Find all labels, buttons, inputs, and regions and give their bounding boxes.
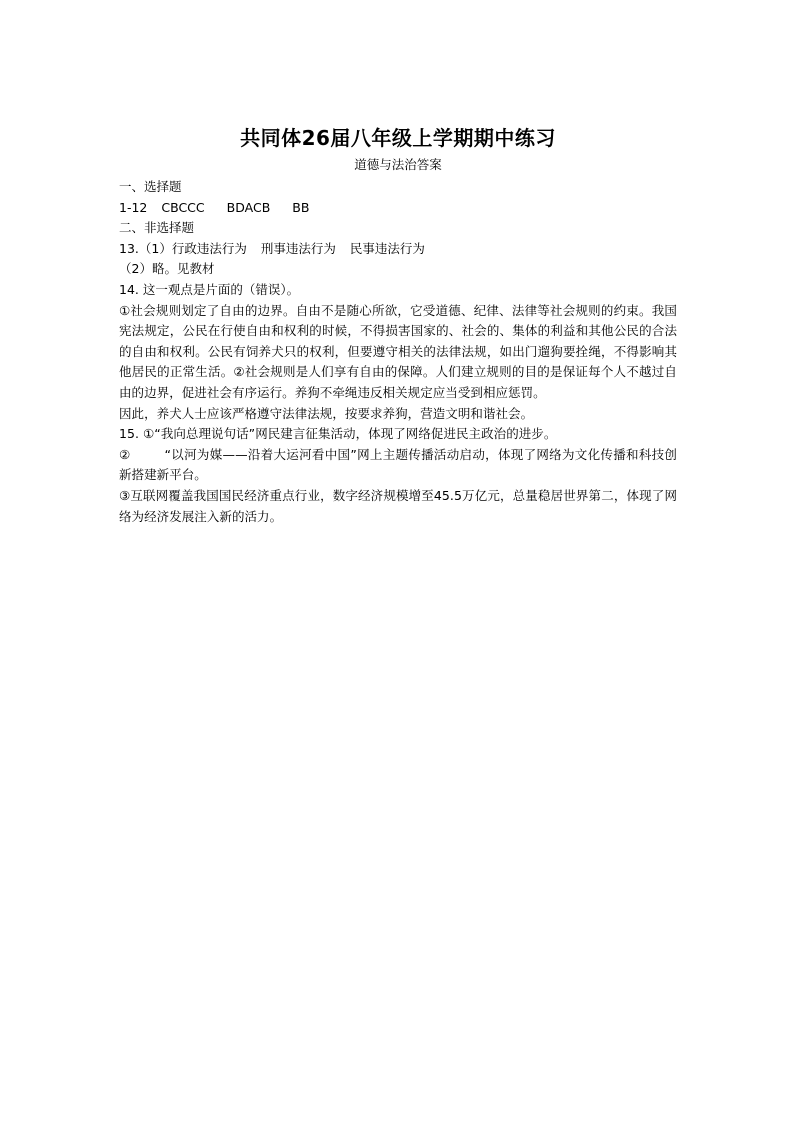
q15-item-2-number: ② — [119, 446, 131, 462]
multiple-choice-answers — [119, 198, 677, 219]
document-title: 共同体26届八年级上学期期中练习 — [240, 126, 556, 150]
mc-answer-group-2: BDACB — [226, 199, 271, 215]
mc-range-label: 1-12 — [119, 199, 148, 215]
mc-answer-group-3: BB — [292, 199, 310, 215]
answer-document — [119, 124, 677, 527]
q14-intro: 14. 这一观点是片面的（错误）。 — [119, 281, 300, 297]
mc-answer-group-1: CBCCC — [161, 199, 205, 215]
document-subtitle: 道德与法治答案 — [354, 157, 442, 172]
section-heading-multiple-choice: 一、选择题 — [119, 179, 182, 194]
q13-part2: （2）略。见教材 — [119, 261, 215, 277]
q15-item-2-text: “以河为媒——沿着大运河看中国”网上主题传播活动启动，体现了网络为文化传播和科技创新搭建新平台。 — [119, 446, 677, 483]
q13-item-2: 刑事违法行为 — [260, 240, 336, 256]
q13-part1 — [119, 239, 677, 260]
q15-item-2 — [119, 445, 677, 486]
section-heading-non-choice: 二、非选择题 — [119, 220, 195, 236]
q15-item-1: 15. ①“我向总理说句话”网民建言征集活动，体现了网络促进民主政治的进步。 — [119, 426, 557, 442]
q14-conclusion: 因此，养犬人士应该严格遵守法律法规，按要求养狗，营造文明和谐社会。 — [119, 405, 534, 421]
q14-paragraph: ①社会规则划定了自由的边界。自由不是随心所欲，它受道德、纪律、法律等社会规则的约束。我国宪法规定，公民在行使自由和权利的时候，不得损害国家的、社会的、集体的利益和其他公民的合法的自由和权利。公民有饲养犬只的权利，但要遵守相关的法律法规，如出门遛狗要拴绳，不得影响其他居民的正常生活。②社会规则是人们享有自由的保障。人们建立规则的目的是保证每个人不越过自由的边界，促进社会有序运行。养狗不牵绳违反相关规定应当受到相应惩罚。 — [119, 302, 677, 400]
q13-item-3: 民事违法行为 — [349, 240, 425, 256]
q13-item-1: 13.（1）行政违法行为 — [119, 240, 247, 256]
q15-item-3: ③互联网覆盖我国国民经济重点行业，数字经济规模增至45.5万亿元，总量稳居世界第二，体现了网络为经济发展注入新的活力。 — [119, 487, 677, 524]
